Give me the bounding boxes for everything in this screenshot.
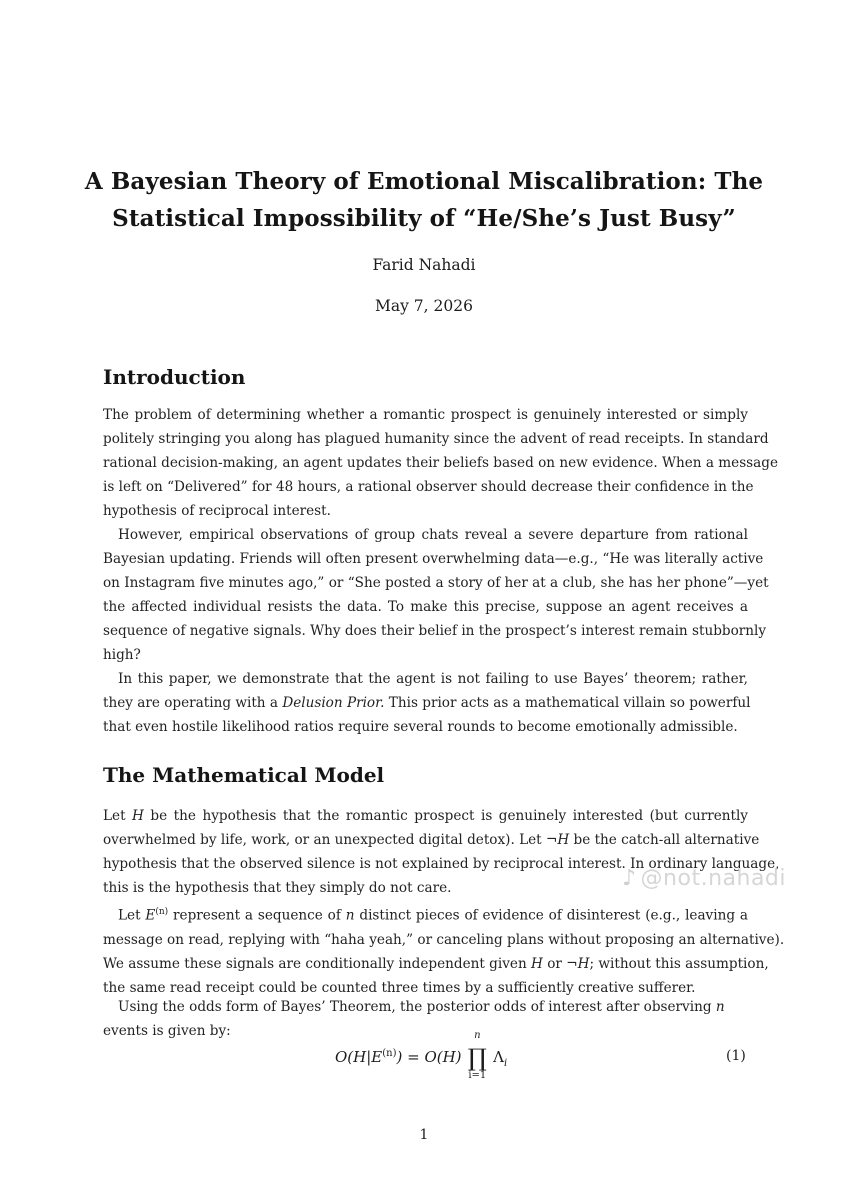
text-segment: Let bbox=[118, 907, 146, 924]
equation-body bbox=[335, 1030, 508, 1081]
text-line: In this paper, we demonstrate that the agent is not failing to use Bayes’ theorem; rather, bbox=[118, 671, 748, 687]
text-line: the same read receipt could be counted three times by a sufficiently creative sufferer. bbox=[103, 979, 696, 996]
model-paragraph-3 bbox=[103, 995, 748, 1043]
title-line-2: Statistical Impossibility of “He/She’s Just Busy” bbox=[112, 205, 736, 232]
text-segment: they are operating with a bbox=[103, 695, 283, 711]
eq-rhs-odds: ) = O(H) bbox=[396, 1048, 462, 1066]
paper-title bbox=[60, 163, 788, 237]
text-line: that even hostile likelihood ratios require several rounds to become emotionally admissible. bbox=[103, 719, 738, 735]
text-line: The problem of determining whether a romantic prospect is genuinely interested or simply bbox=[103, 407, 748, 423]
text-segment: ; without this assumption, bbox=[589, 955, 769, 972]
paper-date: May 7, 2026 bbox=[375, 297, 473, 315]
text-segment: represent a sequence of bbox=[168, 907, 346, 924]
math-superscript: (n) bbox=[155, 907, 169, 917]
text-line: is left on “Delivered” for 48 hours, a rational observer should decrease their confidence in the bbox=[103, 479, 754, 495]
product-lower-limit: i=1 bbox=[468, 1070, 487, 1081]
math-symbol: n bbox=[715, 999, 725, 1015]
text-line bbox=[103, 995, 748, 1019]
text-segment: distinct pieces of evidence of disinterest (e.g., leaving a bbox=[354, 907, 749, 924]
page-number: 1 bbox=[419, 1127, 429, 1143]
text-line: high? bbox=[103, 647, 141, 663]
text-line bbox=[103, 804, 748, 828]
text-line: events is given by: bbox=[103, 1023, 231, 1039]
product-sign: ∏ bbox=[467, 1044, 487, 1072]
watermark bbox=[622, 866, 786, 891]
section-heading-mathematical-model: The Mathematical Model bbox=[103, 763, 385, 787]
text-line: message on read, replying with “haha yeah,” or canceling plans without proposing an alternative). bbox=[103, 931, 785, 948]
math-symbol: H bbox=[531, 955, 543, 972]
emphasis-delusion-prior: Delusion Prior. bbox=[282, 695, 385, 711]
text-line: However, empirical observations of group chats reveal a severe departure from rational bbox=[118, 527, 748, 543]
math-symbol: H bbox=[577, 955, 590, 972]
text-segment: overwhelmed by life, work, or an unexpected digital detox). Let ¬ bbox=[103, 832, 558, 848]
eq-factor-subscript: i bbox=[503, 1058, 508, 1069]
text-line bbox=[103, 900, 748, 928]
text-segment: We assume these signals are conditionally independent given bbox=[103, 955, 532, 972]
text-segment: or ¬ bbox=[542, 955, 578, 972]
model-paragraph-2 bbox=[103, 900, 785, 1000]
author-name: Farid Nahadi bbox=[372, 256, 476, 274]
text-line: this is the hypothesis that they simply do not care. bbox=[103, 880, 452, 896]
math-symbol: H bbox=[557, 832, 570, 848]
eq-lhs: O(H|E bbox=[335, 1048, 383, 1066]
text-segment: be the hypothesis that the romantic prospect is genuinely interested (but currently bbox=[143, 808, 748, 824]
text-line: the affected individual resists the data. To make this precise, suppose an agent receives a bbox=[103, 599, 748, 615]
text-line bbox=[103, 952, 769, 976]
text-segment: be the catch-all alternative bbox=[569, 832, 760, 848]
math-symbol: E bbox=[145, 907, 156, 924]
product-symbol bbox=[466, 1030, 488, 1081]
text-segment: Let bbox=[103, 808, 133, 824]
math-symbol: H bbox=[132, 808, 144, 824]
intro-paragraph-2 bbox=[103, 523, 769, 667]
text-line: rational decision-making, an agent updates their beliefs based on new evidence. When a message bbox=[103, 455, 779, 471]
text-segment: This prior acts as a mathematical villain so powerful bbox=[384, 695, 751, 711]
title-line-1: A Bayesian Theory of Emotional Miscalibration: The bbox=[84, 168, 764, 195]
intro-paragraph-1 bbox=[103, 403, 779, 523]
watermark-handle: @not.nahadi bbox=[640, 866, 786, 891]
text-line: sequence of negative signals. Why does their belief in the prospect’s interest remain stubbornly bbox=[103, 623, 767, 639]
text-line bbox=[103, 691, 751, 715]
product-upper-limit: n bbox=[474, 1030, 481, 1041]
eq-factor: Λ bbox=[493, 1048, 504, 1066]
equation-number: (1) bbox=[726, 1048, 746, 1064]
text-line: Bayesian updating. Friends will often present overwhelming data—e.g., “He was literally active bbox=[103, 551, 764, 567]
eq-superscript: (n) bbox=[382, 1048, 397, 1059]
text-line: hypothesis that the observed silence is not explained by reciprocal interest. In ordinary language, bbox=[103, 856, 780, 872]
text-segment: Using the odds form of Bayes’ Theorem, the posterior odds of interest after observing bbox=[118, 999, 716, 1015]
intro-paragraph-3 bbox=[103, 667, 751, 739]
text-line bbox=[103, 828, 760, 852]
text-line: hypothesis of reciprocal interest. bbox=[103, 503, 331, 519]
section-heading-introduction: Introduction bbox=[103, 365, 246, 389]
math-symbol: n bbox=[345, 907, 355, 924]
tiktok-logo-icon: ♪ bbox=[622, 866, 637, 891]
text-line: politely stringing you along has plagued humanity since the advent of read receipts. In standard bbox=[103, 431, 769, 447]
text-line: on Instagram five minutes ago,” or “She posted a story of her at a club, she has her phone”—yet bbox=[103, 575, 769, 591]
